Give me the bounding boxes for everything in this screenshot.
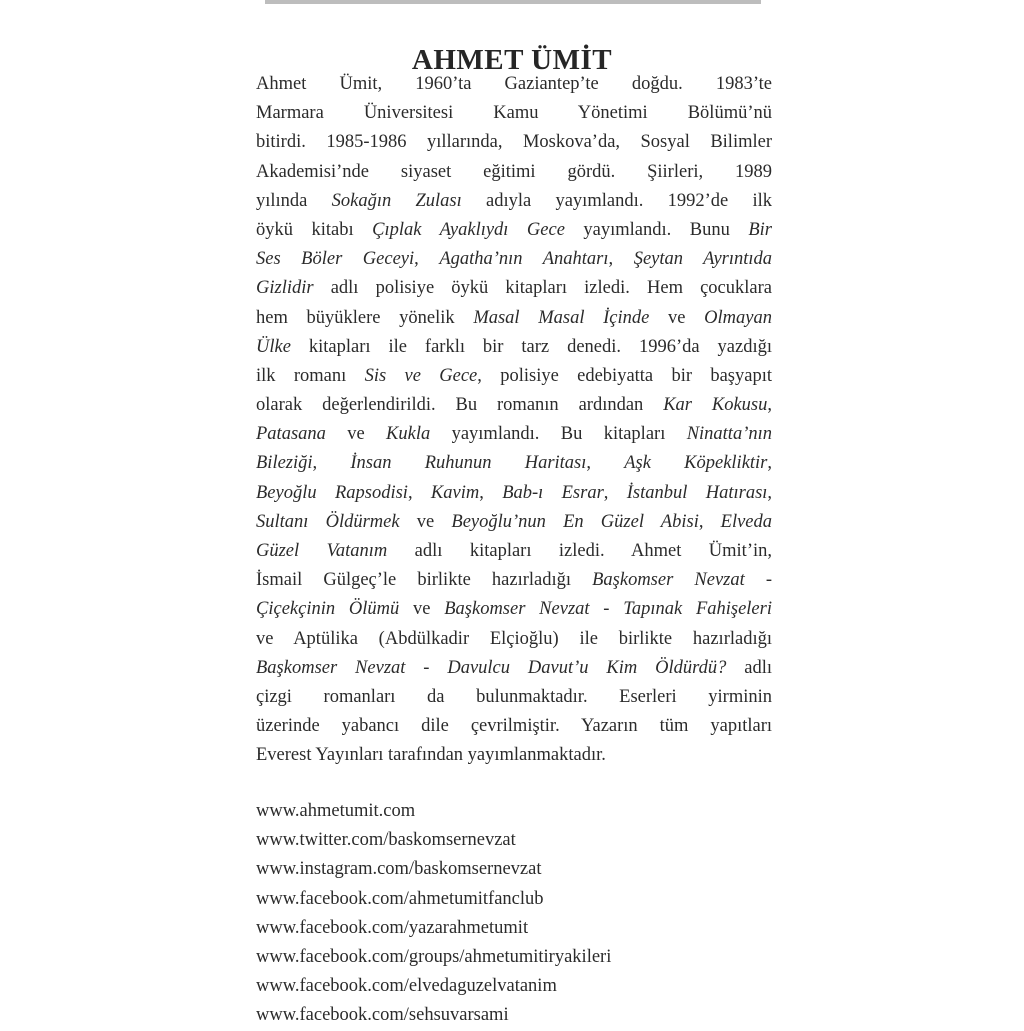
- book-title-text: Olmayan: [704, 307, 772, 328]
- bio-text: ,: [407, 482, 431, 503]
- bio-line: [256, 216, 772, 245]
- bio-text: ,: [608, 249, 634, 270]
- bio-text: ve: [399, 599, 445, 620]
- bio-text: ,: [479, 482, 503, 503]
- bio-line: [256, 333, 772, 362]
- bio-text: adıyla yayımlandı. 1992’de ilk: [461, 190, 772, 211]
- book-title-text: Bab-ı Esrar: [502, 482, 604, 503]
- bio-line: [256, 654, 772, 683]
- bio-text: ve: [399, 511, 452, 532]
- bio-line: [256, 508, 772, 537]
- bio-text: ,: [767, 482, 772, 503]
- bio-line: [256, 625, 772, 654]
- book-title-text: Kavim: [430, 482, 480, 503]
- bio-text: ve: [649, 307, 705, 328]
- book-title-text: Patasana: [256, 424, 326, 445]
- book-title-text: İstanbul Hatırası: [626, 482, 768, 503]
- book-title-text: Başkomser Nevzat - Tapınak Fahişeleri: [444, 599, 772, 620]
- bio-line: [256, 420, 772, 449]
- book-title-text: Kukla: [386, 424, 431, 445]
- book-title-text: Sokağın Zulası: [331, 190, 462, 211]
- book-title-text: Başkomser Nevzat -: [592, 570, 772, 591]
- book-title-text: Kar Kokusu: [663, 395, 768, 416]
- bio-text: kitapları ile farklı bir tarz denedi. 1996’da yazdığı: [290, 336, 772, 357]
- book-title-text: Sis ve Gece: [364, 365, 478, 386]
- bio-text: ve: [325, 424, 387, 445]
- book-title-text: Bir: [748, 219, 772, 240]
- book-title-text: Güzel Vatanım: [256, 541, 388, 561]
- bio-line: [256, 449, 772, 478]
- book-title-text: Çiçekçinin Ölümü: [256, 599, 400, 620]
- book-title-text: Gizlidir: [256, 278, 314, 299]
- bio-text: adlı kitapları izledi. Ahmet Ümit’in,: [387, 541, 772, 561]
- top-divider: [265, 0, 761, 4]
- bio-text: Ahmet Ümit, 1960’ta Gaziantep’te doğdu. 1983’te: [256, 74, 772, 94]
- author-biography: [256, 70, 772, 771]
- bio-line: [256, 362, 772, 391]
- bio-text: çizgi romanları da bulunmaktadır. Eserleri yirminin: [256, 686, 772, 707]
- bio-text: olarak değerlendirildi. Bu romanın ardından: [256, 395, 664, 416]
- book-title-text: Bileziği: [256, 453, 313, 474]
- book-title-text: Sultanı Öldürmek: [256, 511, 400, 532]
- bio-text: yılında: [256, 190, 332, 211]
- bio-line: [256, 274, 772, 303]
- bio-text: ,: [312, 453, 351, 474]
- bio-line: [256, 304, 772, 333]
- bio-text: ,: [767, 395, 772, 416]
- bio-line: [256, 245, 772, 274]
- bio-line: [256, 99, 772, 128]
- bio-line: [256, 741, 772, 770]
- bio-text: ve Aptülika (Abdülkadir Elçioğlu) ile birlikte hazırladığı: [256, 628, 772, 649]
- bio-text: ,: [698, 511, 721, 532]
- author-link[interactable]: www.ahmetumit.com: [256, 801, 416, 821]
- book-title-text: Başkomser Nevzat - Davulcu Davut’u Kim Öldürdü?: [256, 657, 727, 678]
- bio-line: [256, 712, 772, 741]
- author-name-heading: AHMET ÜMİT: [411, 44, 613, 77]
- bio-text: Everest Yayınları tarafından yayımlanmaktadır.: [256, 745, 606, 766]
- bio-text: öykü kitabı: [256, 219, 373, 240]
- bio-line: [256, 566, 772, 595]
- bio-line: [256, 537, 772, 566]
- bio-text: ,: [414, 249, 440, 270]
- author-link[interactable]: www.instagram.com/baskomsernevzat: [256, 859, 542, 880]
- bio-text: üzerinde yabancı dile çevrilmiştir. Yazarın tüm yapıtları: [256, 716, 772, 737]
- bio-line: [256, 158, 772, 187]
- bio-line: [256, 595, 772, 624]
- bio-text: ilk romanı: [256, 365, 365, 386]
- book-title-text: Beyoğlu Rapsodisi: [256, 482, 408, 503]
- bio-line: [256, 391, 772, 420]
- bio-line: [256, 683, 772, 712]
- bio-text: adlı polisiye öykü kitapları izledi. Hem çocuklara: [313, 278, 772, 299]
- book-title-text: Ses Böler Geceyi: [256, 249, 415, 270]
- bio-line: [256, 479, 772, 508]
- bio-text: adlı: [726, 657, 772, 678]
- book-title-text: Agatha’nın Anahtarı: [439, 249, 609, 270]
- author-link[interactable]: www.facebook.com/ahmetumitfanclub: [256, 888, 544, 909]
- bio-line: [256, 128, 772, 157]
- bio-text: yayımlandı. Bunu: [564, 219, 749, 240]
- author-link[interactable]: www.twitter.com/baskomsernevzat: [256, 830, 516, 851]
- book-title-text: Ülke: [256, 336, 291, 357]
- book-title-text: Çıplak Ayaklıydı Gece: [372, 219, 565, 240]
- bio-text: İsmail Gülgeç’le birlikte hazırladığı: [256, 570, 593, 591]
- bio-text: yayımlandı. Bu kitapları: [430, 424, 687, 445]
- bio-text: Marmara Üniversitesi Kamu Yönetimi Bölümü’nü: [256, 103, 772, 124]
- author-link[interactable]: www.facebook.com/sehsuvarsami: [256, 1005, 509, 1026]
- book-title-text: Beyoğlu’nun En Güzel Abisi: [451, 511, 699, 532]
- author-link[interactable]: www.facebook.com/elvedaguzelvatanim: [256, 976, 557, 997]
- bio-text: Akademisi’nde siyaset eğitimi gördü. Şiirleri, 1989: [256, 161, 772, 182]
- bio-text: hem büyüklere yönelik: [256, 307, 474, 328]
- book-title-text: Ninatta’nın: [686, 424, 772, 445]
- bio-line: [256, 70, 772, 99]
- author-link[interactable]: www.facebook.com/yazarahmetumit: [256, 917, 529, 938]
- bio-text: ,: [767, 453, 772, 474]
- author-links-list: [256, 797, 772, 1031]
- bio-text: , polisiye edebiyatta bir başyapıt: [477, 365, 772, 386]
- bio-line: [256, 187, 772, 216]
- author-link[interactable]: www.facebook.com/groups/ahmetumitiryakileri: [256, 946, 612, 967]
- bio-text: ,: [603, 482, 627, 503]
- book-title-text: Aşk Köpekliktir: [624, 453, 768, 474]
- book-title-text: Masal Masal İçinde: [473, 307, 650, 328]
- book-title-text: İnsan Ruhunun Haritası: [350, 453, 587, 474]
- bio-text: ,: [586, 453, 625, 474]
- bio-text: bitirdi. 1985-1986 yıllarında, Moskova’da, Sosyal Bilimler: [256, 132, 772, 153]
- book-title-text: Şeytan Ayrıntıda: [633, 249, 772, 270]
- book-title-text: Elveda: [720, 511, 772, 532]
